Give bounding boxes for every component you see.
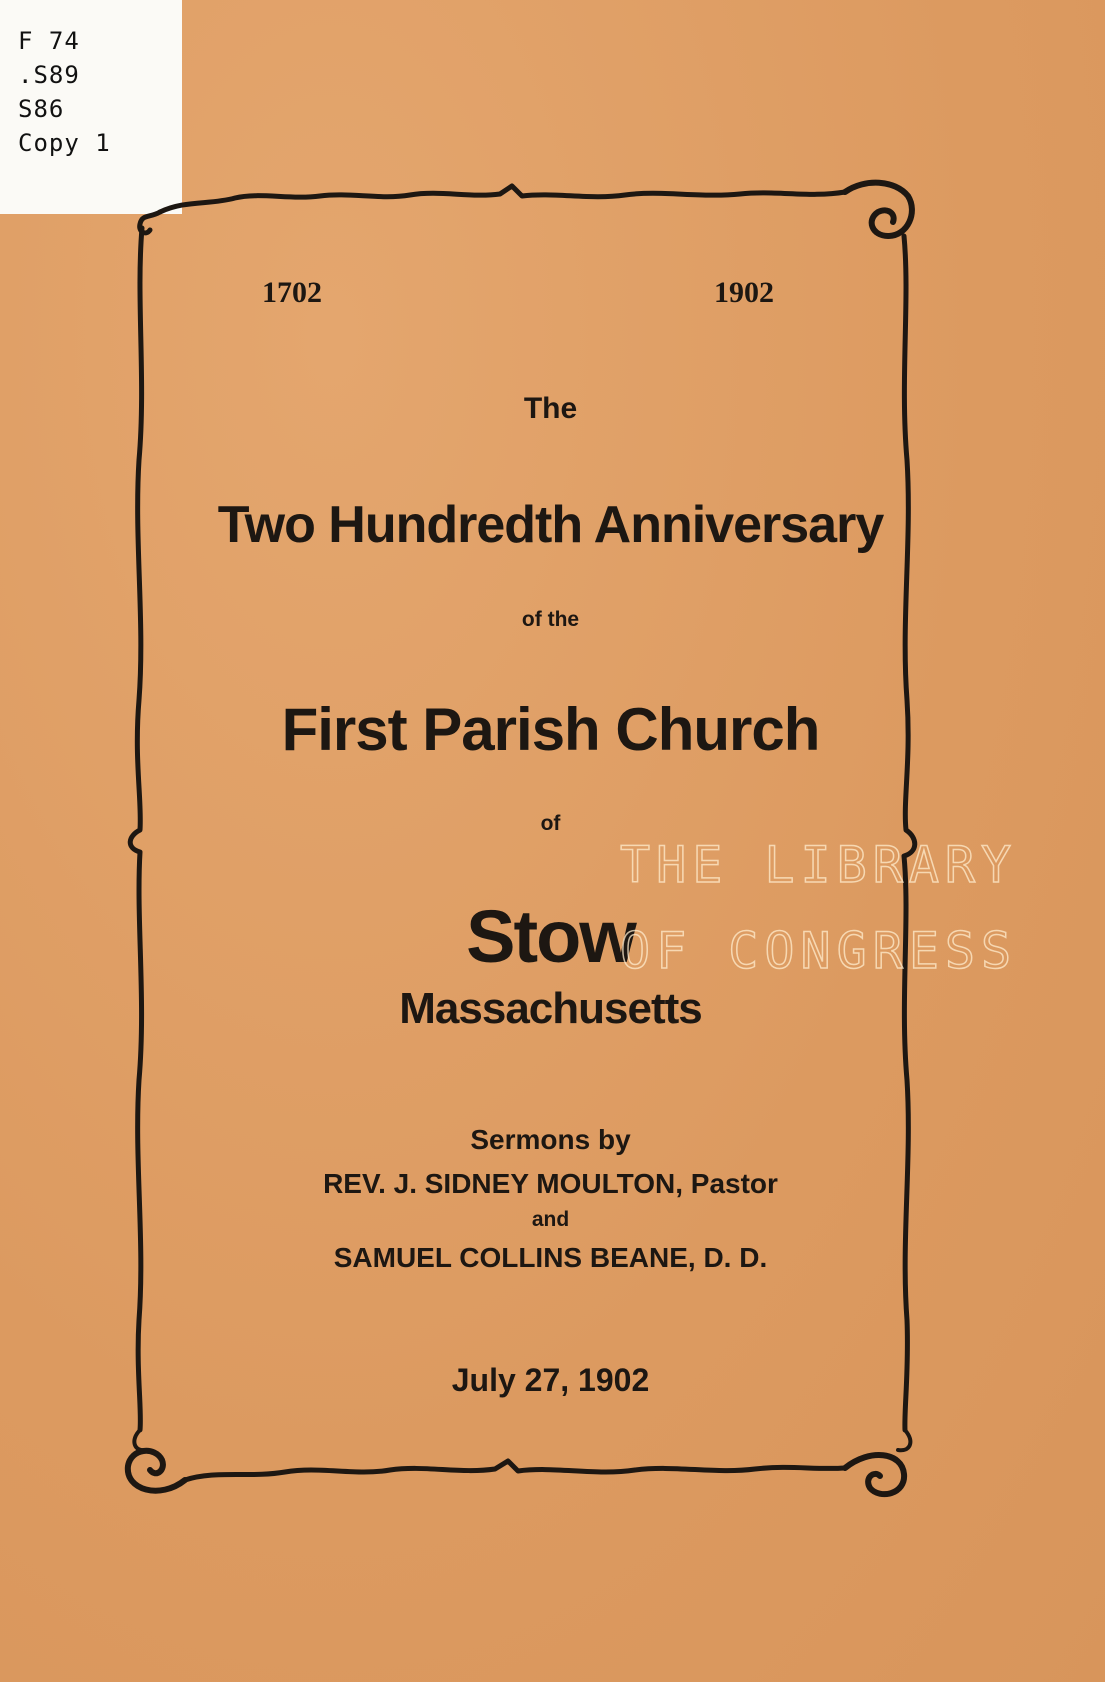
library-stamp-line-2: OF CONGRESS [620, 922, 1018, 980]
title-of: of [540, 812, 561, 835]
sermons-intro: Sermons by [470, 1124, 631, 1155]
sermons-conjunction: and [531, 1208, 570, 1231]
title-of-the: of the [521, 608, 580, 631]
title-main: Two Hundredth Anniversary [217, 496, 884, 554]
library-stamp-line-1: THE LIBRARY [620, 836, 1018, 894]
sermons-author-1: REV. J. SIDNEY MOULTON, Pastor [323, 1168, 778, 1199]
title-town: Stow [466, 895, 635, 978]
call-number-line-3: S86 [18, 95, 65, 123]
year-end: 1902 [714, 276, 774, 309]
call-number-line-2: .S89 [18, 61, 80, 89]
sermons-author-2: SAMUEL COLLINS BEANE, D. D. [333, 1242, 768, 1273]
call-number-line-1: F 74 [18, 27, 80, 55]
call-number-line-4: Copy 1 [18, 129, 111, 157]
publication-date: July 27, 1902 [451, 1362, 650, 1398]
year-start: 1702 [262, 276, 322, 309]
title-church: First Parish Church [281, 696, 820, 763]
title-state: Massachusetts [399, 984, 702, 1033]
title-the: The [523, 392, 578, 425]
